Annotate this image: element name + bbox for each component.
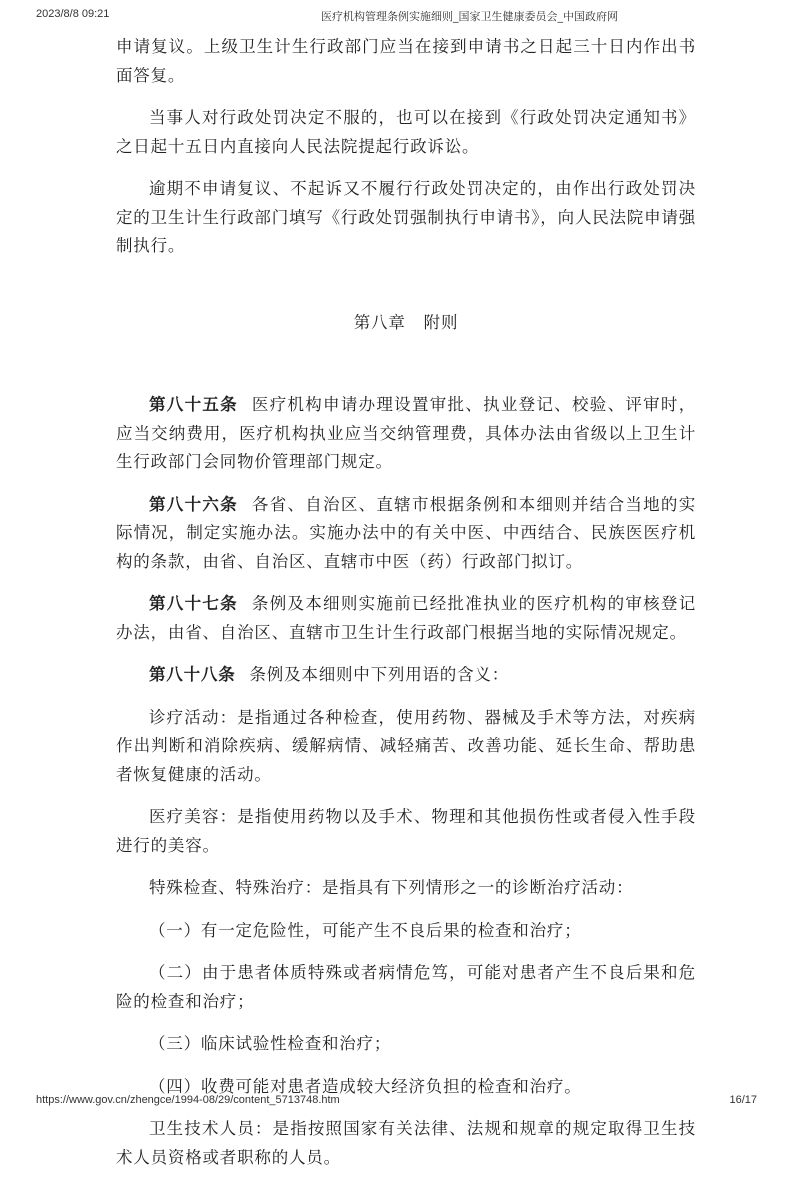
article-label: 第八十七条: [149, 594, 238, 613]
page-url: https://www.gov.cn/zhengce/1994-08/29/content_5713748.htm: [36, 1094, 340, 1106]
definition-diagnosis: 诊疗活动：是指通过各种检查，使用药物、器械及手术等方法，对疾病作出判断和消除疾病、缓解病情、减轻痛苦、改善功能、延长生命、帮助患者恢复健康的活动。: [116, 707, 696, 784]
article-text: 各省、自治区、直辖市根据条例和本细则并结合当地的实际情况，制定实施办法。实施办法中的有关中医、中西结合、民族医医疗机构的条款，由省、自治区、直辖市中医（药）行政部门拟订。: [116, 494, 697, 571]
definition-cosmetic: 医疗美容：是指使用药物以及手术、物理和其他损伤性或者侵入性手段进行的美容。: [116, 807, 696, 855]
article-text: 医疗机构申请办理设置审批、执业登记、校验、评审时，应当交纳费用，医疗机构执业应当交纳管理费，具体办法由省级以上卫生计生行政部门会同物价管理部门规定。: [116, 395, 697, 471]
paragraph-continued: 申请复议。上级卫生计生行政部门应当在接到申请书之日起三十日内作出书面答复。: [116, 37, 696, 85]
article-86: [116, 491, 696, 577]
document-title: 医疗机构管理条例实施细则_国家卫生健康委员会_中国政府网: [321, 10, 618, 23]
article-label: 第八十五条: [149, 395, 238, 414]
article-text: 条例及本细则中下列用语的含义：: [249, 665, 509, 684]
article-label: 第八十六条: [149, 494, 238, 514]
print-header: [36, 8, 757, 24]
page-number: 16/17: [729, 1094, 757, 1106]
definition-special: 特殊检查、特殊治疗：是指具有下列情形之一的诊断治疗活动：: [149, 878, 634, 897]
article-87: [116, 590, 696, 647]
definition-item-2: （二）由于患者体质特殊或者病情危笃，可能对患者产生不良后果和危险的检查和治疗；: [116, 963, 696, 1011]
chapter-name: 附则: [423, 312, 459, 332]
print-datetime: 2023/8/8 09:21: [36, 8, 110, 20]
paragraph: 逾期不申请复议、不起诉又不履行行政处罚决定的，由作出行政处罚决定的卫生计生行政部门填写《行政处罚强制执行申请书》，向人民法院申请强制执行。: [116, 179, 696, 255]
definition-health-staff: 卫生技术人员：是指按照国家有关法律、法规和规章的规定取得卫生技术人员资格或者职称的人员。: [116, 1119, 696, 1167]
definition-item-4: （四）收费可能对患者造成较大经济负担的检查和治疗。: [149, 1076, 582, 1096]
article-88: [116, 661, 696, 690]
chapter-number: 第八章: [353, 312, 406, 332]
definition-item-1: （一）有一定危险性，可能产生不良后果的检查和治疗；: [149, 920, 582, 940]
chapter-heading: [116, 309, 696, 338]
article-label: 第八十八条: [149, 665, 236, 684]
article-text: 条例及本细则实施前已经批准执业的医疗机构的审核登记办法，由省、自治区、直辖市卫生计生行政部门根据当地的实际情况规定。: [116, 594, 697, 642]
paragraph: 当事人对行政处罚决定不服的，也可以在接到《行政处罚决定通知书》之日起十五日内直接向人民法院提起行政诉讼。: [116, 108, 696, 156]
document-body: [116, 33, 696, 1186]
definition-item-3: （三）临床试验性检查和治疗；: [149, 1034, 392, 1053]
article-85: [116, 391, 696, 477]
print-footer: [36, 1094, 757, 1110]
